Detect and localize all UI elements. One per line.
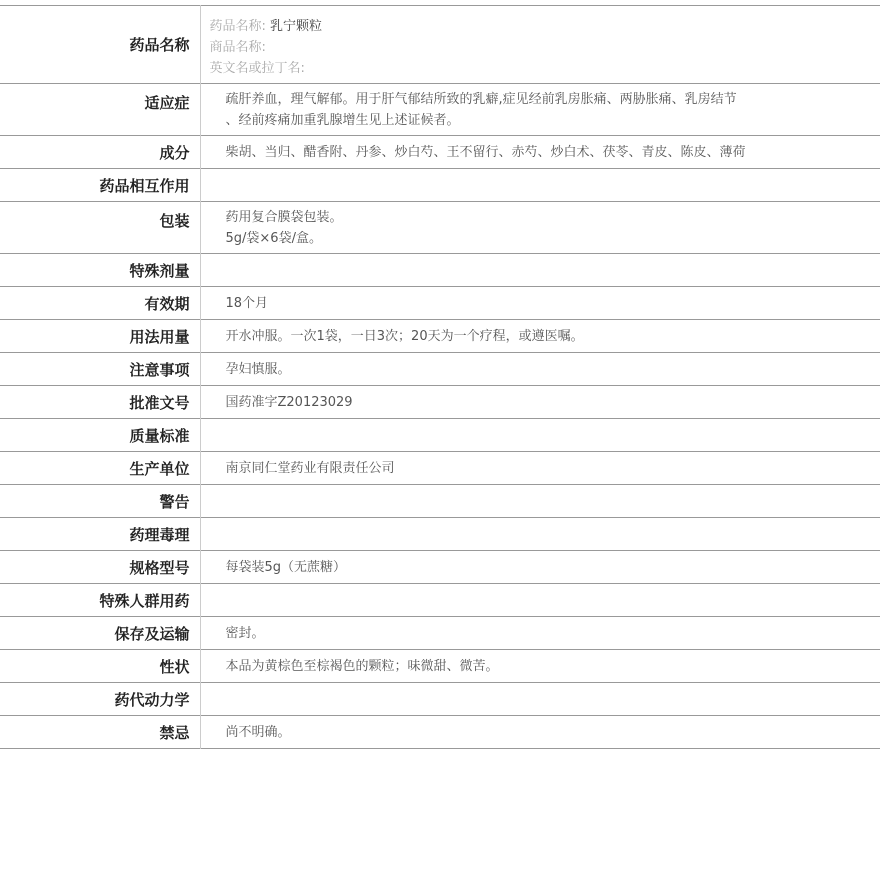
spec-row-quality-standard bbox=[0, 419, 880, 452]
row-value bbox=[200, 683, 880, 716]
spec-row-shelf-life bbox=[0, 287, 880, 320]
spec-row-drug-name bbox=[0, 6, 880, 84]
indications-line: 、经前疼痛加重乳腺增生见上述证候者。 bbox=[225, 113, 460, 128]
row-value bbox=[200, 584, 880, 617]
row-label: 批准文号 bbox=[0, 386, 200, 419]
row-label: 有效期 bbox=[0, 287, 200, 320]
trade-name-label: 商品名称: bbox=[209, 40, 266, 55]
row-label: 特殊剂量 bbox=[0, 254, 200, 287]
row-value bbox=[200, 419, 880, 452]
drug-name-block bbox=[200, 6, 880, 84]
spec-row-indications bbox=[0, 84, 880, 136]
spec-row-precautions bbox=[0, 353, 880, 386]
row-value bbox=[200, 485, 880, 518]
spec-row-special-populations bbox=[0, 584, 880, 617]
spec-row-specification bbox=[0, 551, 880, 584]
row-label: 保存及运输 bbox=[0, 617, 200, 650]
row-label: 禁忌 bbox=[0, 716, 200, 749]
row-label: 药理毒理 bbox=[0, 518, 200, 551]
spec-row-warning bbox=[0, 485, 880, 518]
spec-row-approval-number bbox=[0, 386, 880, 419]
row-value: 国药准字Z20123029 bbox=[225, 394, 353, 410]
spec-row-dosage bbox=[0, 320, 880, 353]
row-label: 注意事项 bbox=[0, 353, 200, 386]
row-label: 药品相互作用 bbox=[0, 169, 200, 202]
row-label: 用法用量 bbox=[0, 320, 200, 353]
row-value: 开水冲服。一次1袋，一日3次；20天为一个疗程，或遵医嘱。 bbox=[225, 328, 584, 344]
row-label: 质量标准 bbox=[0, 419, 200, 452]
row-label: 成分 bbox=[0, 136, 200, 169]
row-label: 性状 bbox=[0, 650, 200, 683]
row-label: 药品名称 bbox=[0, 6, 200, 84]
spec-row-description bbox=[0, 650, 880, 683]
row-value bbox=[200, 169, 880, 202]
spec-row-pharmacokinetics bbox=[0, 683, 880, 716]
packaging-line: 5g/袋×6袋/盒。 bbox=[225, 231, 322, 246]
row-value: 本品为黄棕色至棕褐色的颗粒；味微甜、微苦。 bbox=[225, 658, 499, 674]
english-name-label: 英文名或拉丁名: bbox=[209, 61, 305, 76]
trade-name-line bbox=[210, 37, 880, 58]
spec-row-interactions bbox=[0, 169, 880, 202]
row-label: 特殊人群用药 bbox=[0, 584, 200, 617]
packaging-line: 药用复合膜袋包装。 bbox=[225, 210, 343, 225]
indications-line: 疏肝养血，理气解郁。用于肝气郁结所致的乳癖,症见经前乳房胀痛、两胁胀痛、乳房结节 bbox=[225, 92, 737, 107]
row-value bbox=[200, 254, 880, 287]
row-value: 每袋装5g（无蔗糖） bbox=[225, 559, 347, 575]
spec-row-contraindications bbox=[0, 716, 880, 749]
row-value: 南京同仁堂药业有限责任公司 bbox=[225, 460, 395, 476]
drug-spec-table bbox=[0, 5, 880, 749]
spec-row-storage bbox=[0, 617, 880, 650]
row-label: 包装 bbox=[0, 202, 200, 254]
row-label: 警告 bbox=[0, 485, 200, 518]
english-name-line bbox=[210, 58, 880, 79]
row-value: 18个月 bbox=[225, 295, 269, 311]
generic-name-line bbox=[210, 16, 880, 37]
spec-row-ingredients bbox=[0, 136, 880, 169]
row-label: 适应症 bbox=[0, 84, 200, 136]
row-label: 规格型号 bbox=[0, 551, 200, 584]
row-value bbox=[200, 518, 880, 551]
generic-name-value: 乳宁颗粒 bbox=[270, 19, 323, 34]
row-value: 孕妇慎服。 bbox=[225, 361, 291, 377]
spec-row-packaging bbox=[0, 202, 880, 254]
row-value: 柴胡、当归、醋香附、丹参、炒白芍、王不留行、赤芍、炒白术、茯苓、青皮、陈皮、薄荷 bbox=[225, 144, 746, 160]
row-label: 生产单位 bbox=[0, 452, 200, 485]
packaging-value bbox=[200, 202, 880, 254]
spec-row-special-dosage bbox=[0, 254, 880, 287]
row-value: 密封。 bbox=[225, 625, 265, 641]
spec-row-manufacturer bbox=[0, 452, 880, 485]
indications-value bbox=[200, 84, 880, 136]
row-value: 尚不明确。 bbox=[225, 724, 291, 740]
generic-name-label: 药品名称: bbox=[209, 19, 266, 34]
spec-row-pharmacology bbox=[0, 518, 880, 551]
row-label: 药代动力学 bbox=[0, 683, 200, 716]
